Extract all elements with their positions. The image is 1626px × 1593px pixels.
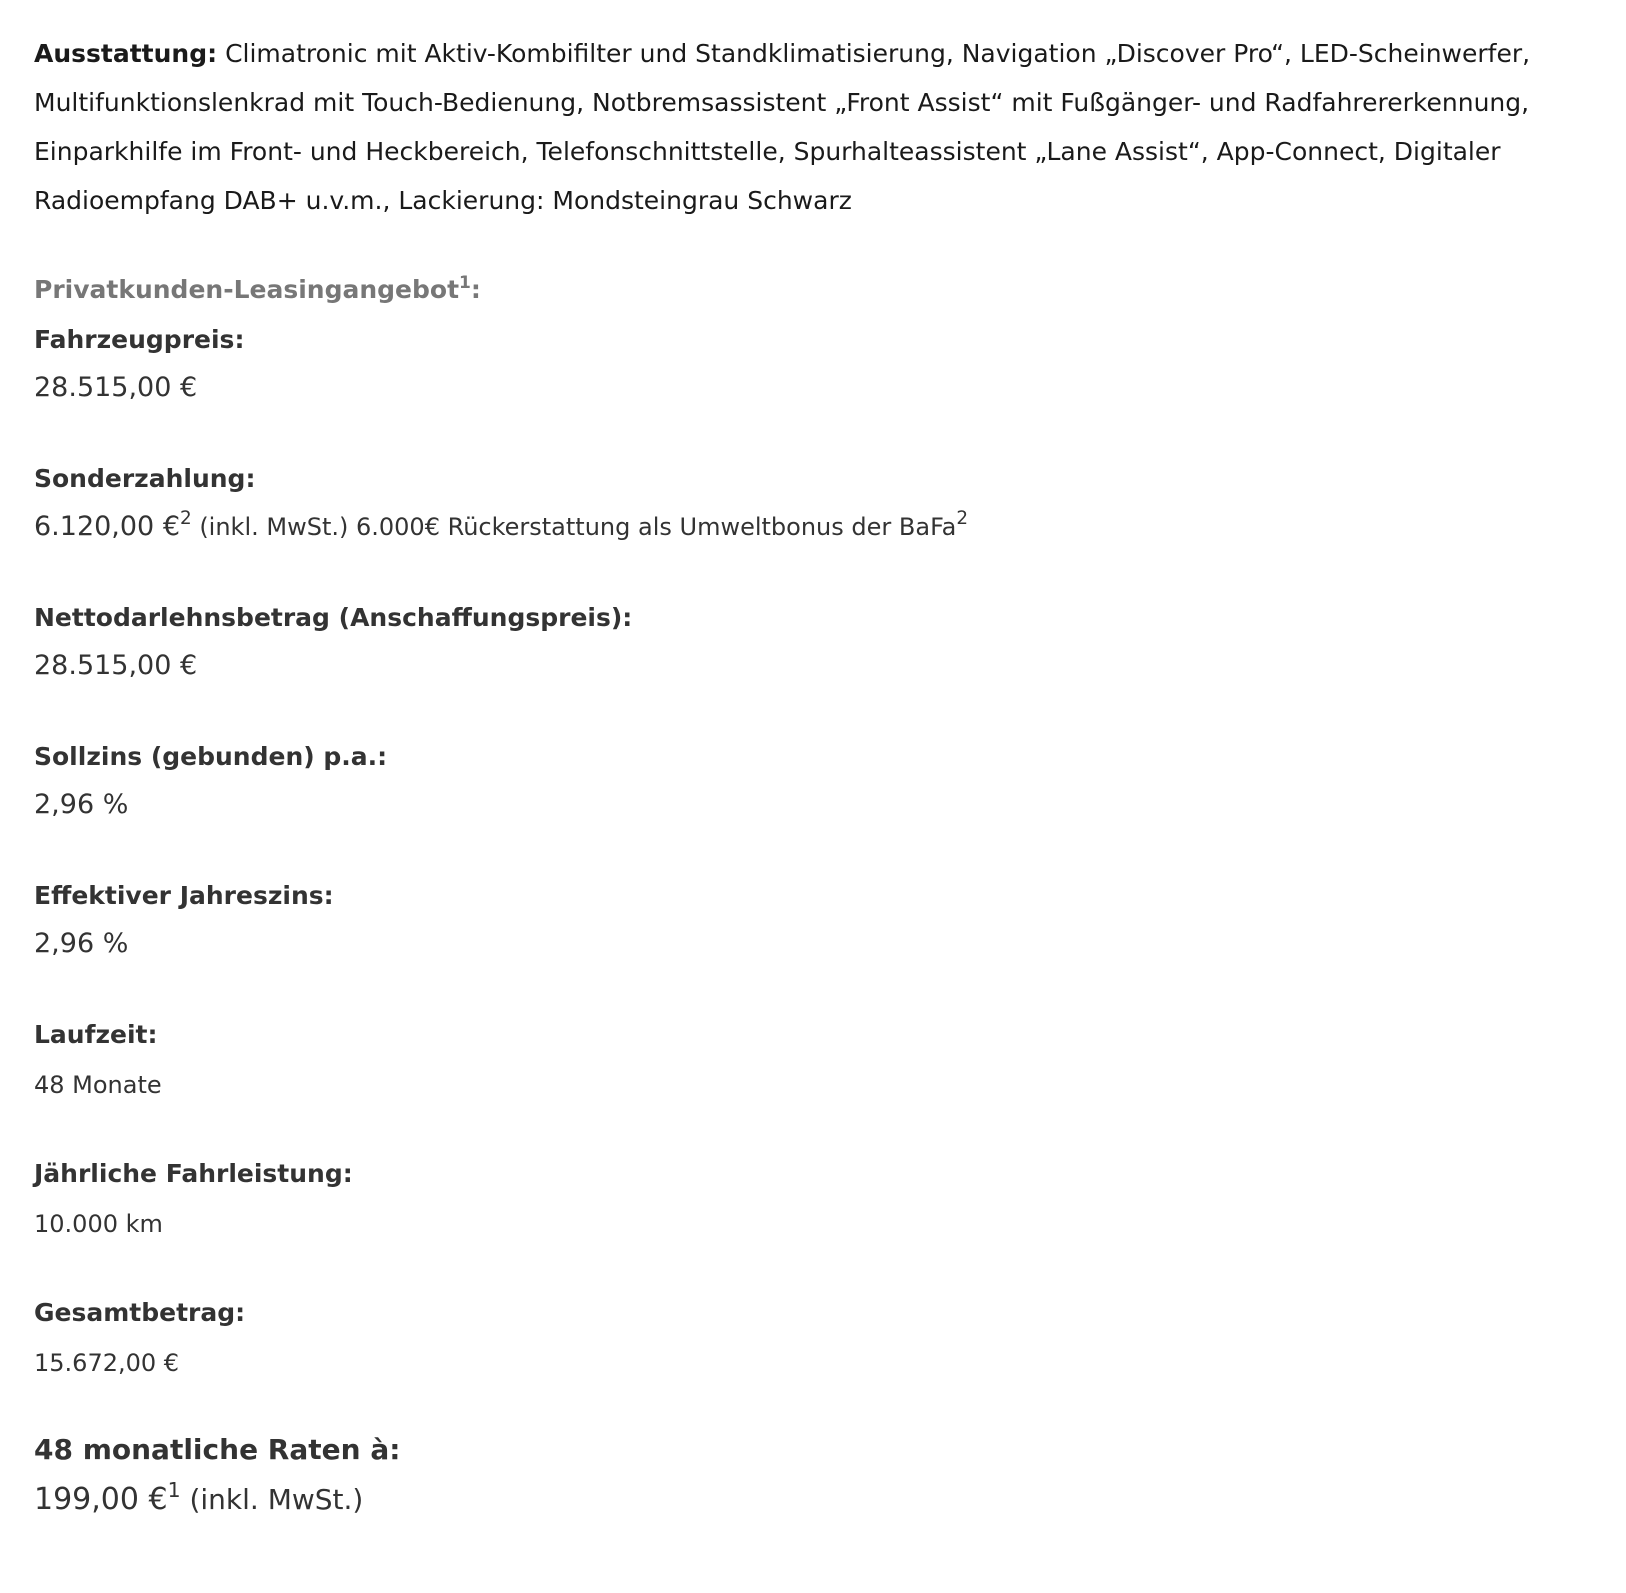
effektiver-jahreszins-label: Effektiver Jahreszins: [34, 881, 334, 910]
sollzins-label: Sollzins (gebunden) p.a.: [34, 742, 388, 771]
fahrleistung-value: 10.000 km [34, 1210, 163, 1238]
sonderzahlung-value: 6.120,00 € [34, 511, 180, 542]
offer-heading-suffix: : [470, 275, 481, 304]
monatliche-raten-value: 199,00 € [34, 1482, 168, 1517]
effektiver-jahreszins-value: 2,96 % [34, 928, 129, 959]
field-effektiver-jahreszins [34, 878, 334, 964]
fahrzeugpreis-value: 28.515,00 € [34, 372, 198, 403]
monatliche-raten-label: 48 monatliche Raten à: [34, 1433, 401, 1466]
field-laufzeit [34, 1017, 162, 1105]
field-fahrleistung [34, 1156, 353, 1244]
monatliche-raten-value-line [34, 1477, 400, 1520]
equipment-paragraph [34, 29, 1604, 225]
nettodarlehensbetrag-value: 28.515,00 € [34, 650, 198, 681]
offer-heading [34, 272, 481, 308]
monatliche-raten-note: (inkl. MwSt.) [180, 1483, 364, 1516]
field-sollzins [34, 739, 387, 825]
field-fahrzeugpreis [34, 322, 244, 408]
nettodarlehensbetrag-label: Nettodarlehnsbetrag (Anschaffungspreis): [34, 603, 633, 632]
fahrleistung-label: Jährliche Fahrleistung: [34, 1159, 353, 1188]
sonderzahlung-note: (inkl. MwSt.) 6.000€ Rückerstattung als Umweltbonus der BaFa [191, 513, 957, 541]
equipment-text: Climatronic mit Aktiv-Kombifilter und Standklimatisierung, Navigation „Discover Pro“, LED-Scheinwerfer, Multifunktionslenkrad mit Touch-Bedienung, Notbremsassistent „Front Assist“ mit Fußgänger- und Radfahrererkennung, Einparkhilfe im Front- und Heckbereich, Telefonschnittstelle, Spurhalteassistent „Lane Assist“, App-Connect, Digitaler Radioempfang DAB+ u.v.m., Lackierung: Mondsteingrau Schwarz [34, 39, 1531, 215]
laufzeit-label: Laufzeit: [34, 1020, 158, 1049]
sonderzahlung-note-footnote: 2 [956, 508, 969, 530]
gesamtbetrag-value: 15.672,00 € [34, 1349, 180, 1377]
laufzeit-value: 48 Monate [34, 1071, 162, 1099]
sonderzahlung-value-line [34, 507, 968, 547]
fahrzeugpreis-label: Fahrzeugpreis: [34, 325, 245, 354]
monatliche-raten-footnote: 1 [167, 1477, 181, 1502]
field-gesamtbetrag [34, 1295, 245, 1383]
equipment-label: Ausstattung: [34, 39, 218, 68]
offer-heading-text: Privatkunden-Leasingangebot [34, 275, 460, 304]
sonderzahlung-footnote: 2 [180, 508, 192, 530]
sollzins-value: 2,96 % [34, 789, 129, 820]
sonderzahlung-label: Sonderzahlung: [34, 464, 256, 493]
field-monatliche-raten [34, 1432, 400, 1520]
gesamtbetrag-label: Gesamtbetrag: [34, 1298, 246, 1327]
offer-heading-footnote: 1 [459, 272, 471, 293]
field-sonderzahlung [34, 461, 968, 547]
field-nettodarlehensbetrag [34, 600, 632, 686]
